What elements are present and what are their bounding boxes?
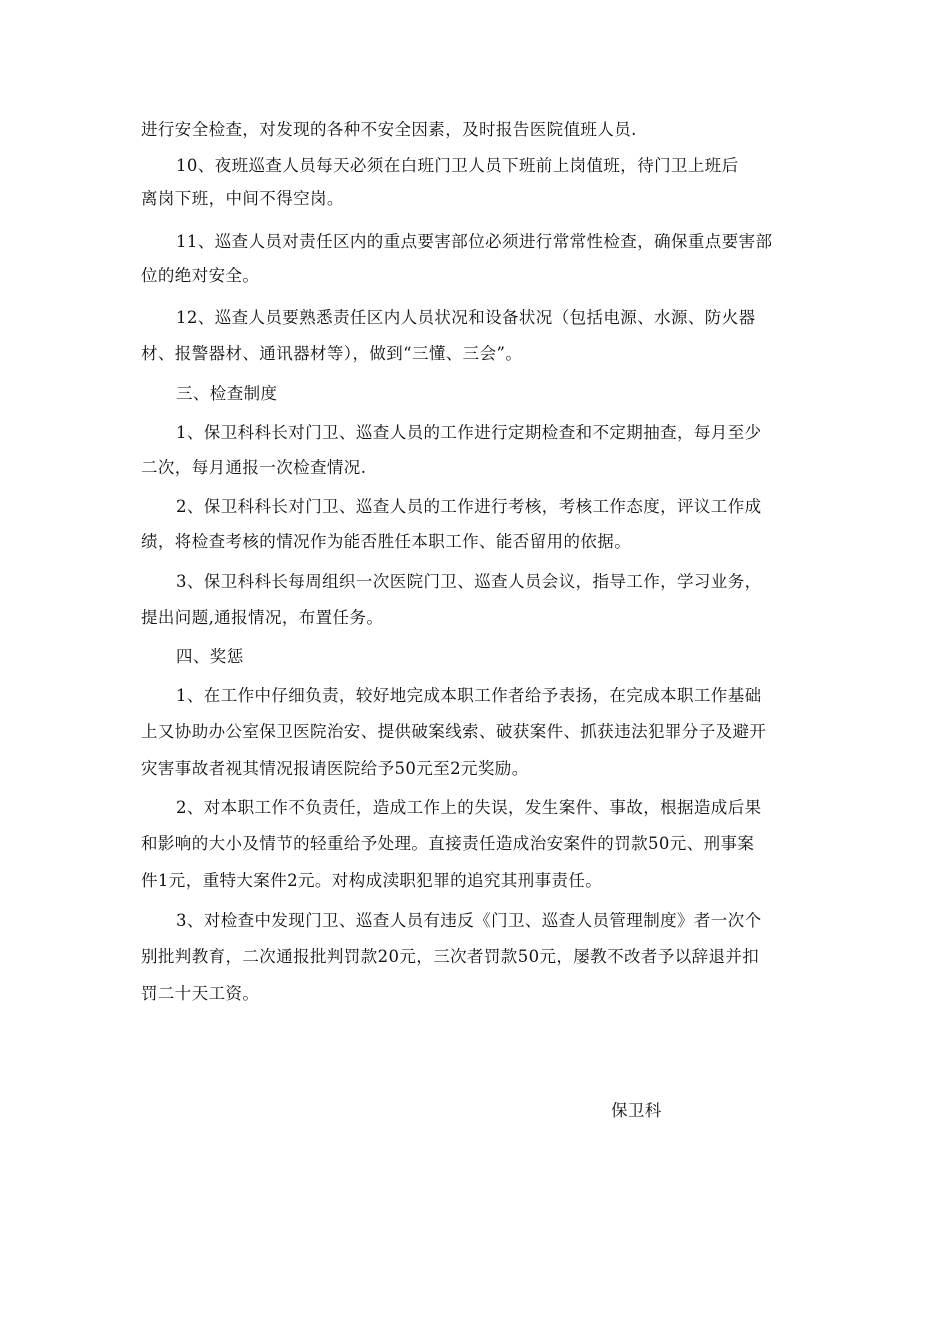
text-line: 离岗下班，中间不得空岗。: [141, 189, 344, 208]
text-line: 位的绝对安全。: [141, 266, 260, 285]
text-line: 10、夜班巡查人员每天必须在白班门卫人员下班前上岗值班，待门卫上班后: [176, 156, 739, 175]
text-line: 3、对检查中发现门卫、巡查人员有违反《门卫、巡查人员管理制度》者一次个: [176, 911, 762, 930]
text-line: 上又协助办公室保卫医院治安、提供破案线索、破获案件、抓获违法犯罪分子及避开: [141, 722, 767, 741]
text-line: 和影响的大小及情节的轻重给予处理。直接责任造成治安案件的罚款50元、刑事案: [141, 834, 755, 853]
text-line: 二次，每月通报一次检查情况.: [141, 458, 367, 477]
text-line: 2、保卫科科长对门卫、巡查人员的工作进行考核，考核工作态度，评议工作成: [176, 497, 762, 516]
section-heading: 四、奖惩: [176, 647, 244, 666]
text-line: 罚二十天工资。: [141, 984, 260, 1003]
text-line: 1、保卫科科长对门卫、巡查人员的工作进行定期检查和不定期抽查，每月至少: [176, 423, 762, 442]
signature: 保卫科: [611, 1101, 662, 1120]
section-heading: 三、检查制度: [176, 384, 278, 403]
text-line: 12、巡查人员要熟悉责任区内人员状况和设备状况（包括电源、水源、防火器: [176, 308, 756, 327]
text-line: 提出问题,通报情况，布置任务。: [141, 608, 384, 627]
text-line: 1、在工作中仔细负责，较好地完成本职工作者给予表扬，在完成本职工作基础: [176, 686, 762, 705]
text-line: 进行安全检查，对发现的各种不安全因素，及时报告医院值班人员.: [141, 120, 637, 139]
text-line: 绩，将检查考核的情况作为能否胜任本职工作、能否留用的依据。: [141, 532, 632, 551]
text-line: 别批判教育，二次通报批判罚款20元，三次者罚款50元，屡教不改者予以辞退并扣: [141, 947, 760, 966]
text-line: 11、巡查人员对责任区内的重点要害部位必须进行常常性检查，确保重点要害部: [176, 232, 773, 251]
text-line: 3、保卫科科长每周组织一次医院门卫、巡查人员会议，指导工作，学习业务，: [176, 572, 762, 591]
text-line: 灾害事故者视其情况报请医院给予50元至2元奖励。: [141, 759, 529, 778]
text-line: 材、报警器材、通讯器材等），做到“三懂、三会”。: [141, 344, 523, 363]
text-line: 2、对本职工作不负责任，造成工作上的失误，发生案件、事故，根据造成后果: [176, 798, 762, 817]
text-line: 件1元，重特大案件2元。对构成渎职犯罪的追究其刑事责任。: [141, 871, 603, 890]
